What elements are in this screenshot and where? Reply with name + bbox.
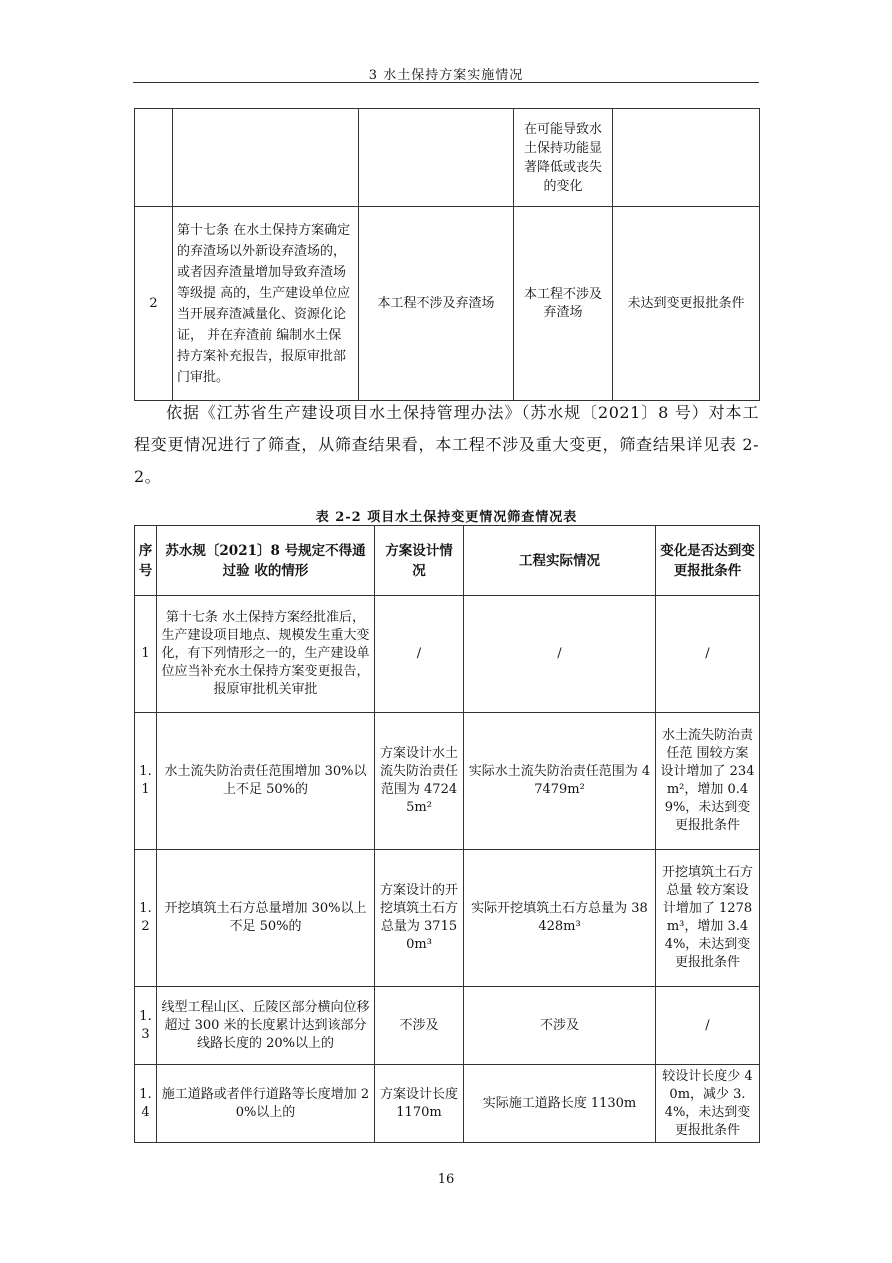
- plan-cell: 方案设计长度 1170m: [375, 1065, 464, 1143]
- table-row: [135, 713, 760, 850]
- actual-cell: 本工程不涉及弃渣场: [514, 207, 613, 401]
- condition-cell: 施工道路或者伴行道路等长度增加 20%以上的: [157, 1065, 375, 1143]
- header-no: 序号: [135, 526, 157, 596]
- row-number: 1.4: [135, 1065, 157, 1143]
- condition-cell: 线型工程山区、丘陵区部分横向位移超过 300 米的长度累计达到该部分线路长度的 20%以上的: [157, 987, 375, 1065]
- result-cell: 开挖填筑土石方总量 较方案设计增加了 1278m³，增加 3.44%，未达到变更报批条件: [656, 850, 760, 987]
- header-plan: 方案设计情况: [375, 526, 464, 596]
- condition-cell: 第十七条 在水土保持方案确定 的弃渣场以外新设弃渣场的，或者因弃渣量增加导致弃渣场等级提 高的，生产建设单位应当开展弃渣减量化、资源化论证， 并在弃渣前 编制水土保持方案补充报告，报原审批部门审批。: [173, 207, 359, 401]
- table-caption: 表 2-2 项目水土保持变更情况筛查情况表: [315, 510, 578, 525]
- table-row: [135, 987, 760, 1065]
- actual-cell: 实际开挖填筑土石方总量为 38428m³: [464, 850, 656, 987]
- plan-cell: /: [375, 596, 464, 713]
- condition-cell: [173, 109, 359, 207]
- table-row: [135, 596, 760, 713]
- table-row: [135, 207, 760, 401]
- row-number: 1.2: [135, 850, 157, 987]
- result-cell: [613, 109, 760, 207]
- header-actual: 工程实际情况: [464, 526, 656, 596]
- row-number: 1.3: [135, 987, 157, 1065]
- actual-cell: 在可能导致水土保持功能显著降低或丧失的变化: [514, 109, 613, 207]
- condition-cell: 开挖填筑土石方总量增加 30%以上不足 50%的: [157, 850, 375, 987]
- result-cell: /: [656, 596, 760, 713]
- result-cell: 较设计长度少 40m，减少 3.4%，未达到变更报批条件: [656, 1065, 760, 1143]
- actual-cell: /: [464, 596, 656, 713]
- header-rule: [133, 82, 759, 83]
- table-header-row: [135, 526, 760, 596]
- table-row: [135, 109, 760, 207]
- condition-cell: 第十七条 水土保持方案经批准后，生产建设项目地点、规模发生重大变化，有下列情形之一的，生产建设单位应当补充水土保持方案变更报告，报原审批机关审批: [157, 596, 375, 713]
- condition-cell: 水土流失防治责任范围增加 30%以上不足 50%的: [157, 713, 375, 850]
- plan-cell: 不涉及: [375, 987, 464, 1065]
- screening-table: [134, 525, 760, 1143]
- row-number: 2: [135, 207, 173, 401]
- table-row: [135, 850, 760, 987]
- plan-cell: 方案设计的开挖填筑土石方总量为 37150m³: [375, 850, 464, 987]
- row-number: 1: [135, 596, 157, 713]
- header-result: 变化是否达到变更报批条件: [656, 526, 760, 596]
- table-row: [135, 1065, 760, 1143]
- actual-cell: 不涉及: [464, 987, 656, 1065]
- table-continued: [134, 108, 760, 401]
- plan-cell: [359, 109, 514, 207]
- page-number: 16: [437, 1172, 455, 1187]
- result-cell: 水土流失防治责任范 围较方案设计增加了 234m²，增加 0.49%，未达到变更报批条件: [656, 713, 760, 850]
- row-number: 1.1: [135, 713, 157, 850]
- row-number: [135, 109, 173, 207]
- running-header: 3 水土保持方案实施情况: [368, 68, 524, 83]
- actual-cell: 实际水土流失防治责任范围为 47479m²: [464, 713, 656, 850]
- body-paragraph: 依据《江苏省生产建设项目水土保持管理办法》（苏水规〔2021〕8 号）对本工程变更情况进行了筛查，从筛查结果看，本工程不涉及重大变更，筛查结果详见表 2-2。: [134, 403, 759, 486]
- plan-cell: 方案设计水土流失防治责任范围为 47245m²: [375, 713, 464, 850]
- result-cell: 未达到变更报批条件: [613, 207, 760, 401]
- header-condition: 苏水规〔2021〕8 号规定不得通过验 收的情形: [157, 526, 375, 596]
- result-cell: /: [656, 987, 760, 1065]
- actual-cell: 实际施工道路长度 1130m: [464, 1065, 656, 1143]
- plan-cell: 本工程不涉及弃渣场: [359, 207, 514, 401]
